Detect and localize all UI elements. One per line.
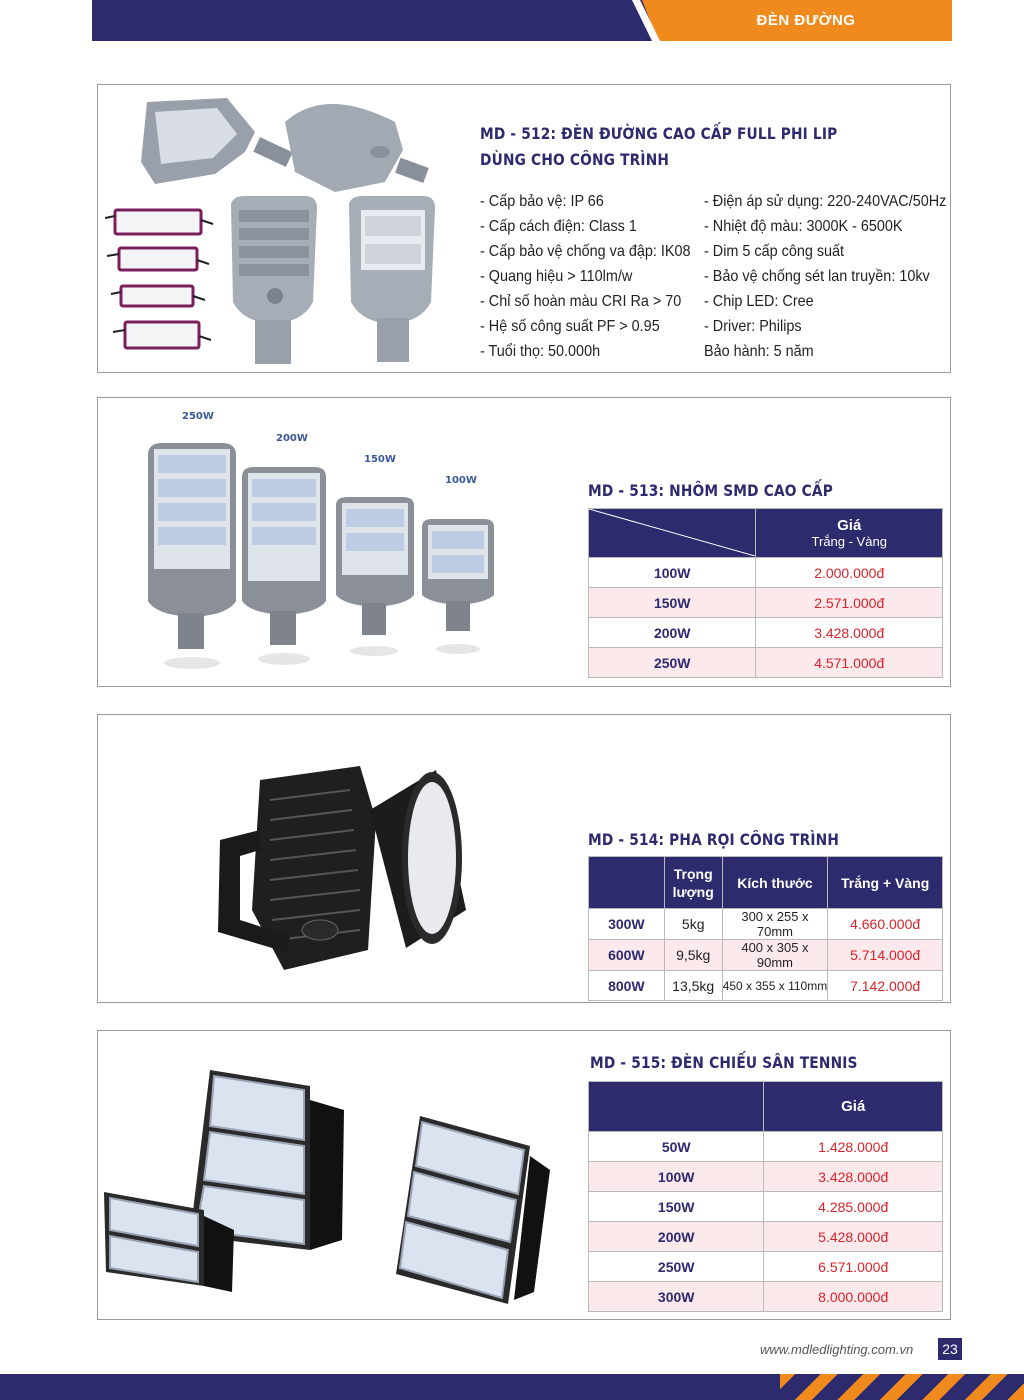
table-row [589,971,943,1001]
table-row [589,558,943,588]
price-header: Giá [764,1082,943,1132]
table-row [589,1282,943,1312]
spec-item: - Cấp bảo vệ chống va đập: IK08 [480,243,691,260]
md512-specs-right [704,189,946,364]
spec-item: - Tuổi thọ: 50.000h [480,343,601,360]
spec-item: - Chỉ số hoàn màu CRI Ra > 70 [480,293,682,310]
price-cell: 7.142.000đ [828,971,943,1001]
md515-price-table [588,1081,943,1312]
spec-item: - Quang hiệu > 110lm/w [480,268,633,285]
price-cell: 3.428.000đ [756,618,943,648]
price-cell: 1.428.000đ [764,1132,943,1162]
md513-product-image [138,405,518,680]
spec-item: - Chip LED: Cree [704,293,814,310]
price-header-label: Giá [837,517,862,534]
watt-cell: 800W [589,971,665,1001]
md512-specs-left [480,189,691,364]
price-cell: 4.571.000đ [756,648,943,678]
image-label-250w: 250W [182,411,214,422]
footer-stripes [780,1374,1024,1400]
table-row [589,909,943,940]
price-cell: 4.285.000đ [764,1192,943,1222]
md514-title: MD - 514: PHA RỌI CÔNG TRÌNH [588,830,840,849]
price-header: Trắng + Vàng [828,857,943,909]
size-header: Kích thước [722,857,828,909]
weight-cell: 5kg [664,909,722,940]
size-cell: 450 x 355 x 110mm [722,971,828,1001]
spec-item: Bảo hành: 5 năm [704,343,814,360]
price-cell: 2.000.000đ [756,558,943,588]
page-number: 23 [938,1338,962,1360]
md513-title: MD - 513: NHÔM SMD CAO CẤP [588,481,833,500]
table-row [589,1222,943,1252]
price-cell: 5.428.000đ [764,1222,943,1252]
watt-cell: 250W [589,1252,764,1282]
price-cell: 8.000.000đ [764,1282,943,1312]
watt-cell: 600W [589,940,665,971]
table-row [589,618,943,648]
md515-product-image [104,1060,564,1310]
watt-cell: 200W [589,1222,764,1252]
md512-title-line2: DÙNG CHO CÔNG TRÌNH [480,150,670,169]
watt-cell: 200W [589,618,756,648]
price-header-sub: Trắng - Vàng [811,534,887,549]
table-row [589,648,943,678]
weight-cell: 13,5kg [664,971,722,1001]
md512-product-image [105,92,457,364]
watt-cell: 100W [589,1162,764,1192]
md512-title-line1: MD - 512: ĐÈN ĐƯỜNG CAO CẤP FULL PHI LIP [480,124,838,143]
image-label-100w: 100W [445,475,477,486]
price-header [756,509,943,558]
spec-item: - Cấp bảo vệ: IP 66 [480,193,604,210]
price-cell: 3.428.000đ [764,1162,943,1192]
table-row [589,1252,943,1282]
price-cell: 5.714.000đ [828,940,943,971]
watt-cell: 100W [589,558,756,588]
weight-cell: 9,5kg [664,940,722,971]
md514-price-table [588,856,943,1001]
spec-item: - Điện áp sử dụng: 220-240VAC/50Hz [704,193,947,210]
price-cell: 4.660.000đ [828,909,943,940]
website-link[interactable]: www.mdledlighting.com.vn [760,1342,914,1357]
price-cell: 2.571.000đ [756,588,943,618]
table-row [589,588,943,618]
diagonal-line [589,509,755,556]
md513-price-table [588,508,943,678]
size-cell: 300 x 255 x 70mm [722,909,828,940]
watt-cell: 50W [589,1132,764,1162]
spec-item: - Cấp cách điện: Class 1 [480,218,637,235]
md515-title: MD - 515: ĐÈN CHIẾU SÂN TENNIS [590,1053,858,1072]
table-row [589,1192,943,1222]
table-corner-header [589,1082,764,1132]
spec-item: - Nhiệt độ màu: 3000K - 6500K [704,218,903,235]
spec-item: - Driver: Philips [704,318,802,335]
watt-cell: 150W [589,1192,764,1222]
spec-item: - Bảo vệ chống sét lan truyền: 10kv [704,268,930,285]
table-row [589,940,943,971]
size-cell: 400 x 305 x 90mm [722,940,828,971]
weight-header: Trọng lượng [664,857,722,909]
watt-cell: 300W [589,1282,764,1312]
image-label-200w: 200W [276,433,308,444]
price-cell: 6.571.000đ [764,1252,943,1282]
watt-cell: 150W [589,588,756,618]
section-title: ĐÈN ĐƯỜNG [756,12,856,29]
table-corner-header [589,857,665,909]
watt-cell: 250W [589,648,756,678]
spec-item: - Dim 5 cấp công suất [704,243,845,260]
watt-cell: 300W [589,909,665,940]
table-row [589,1162,943,1192]
table-row [589,1132,943,1162]
image-label-150w: 150W [364,454,396,465]
table-corner-header [589,509,756,558]
md514-product-image [200,760,480,990]
spec-item: - Hệ số công suất PF > 0.95 [480,318,660,335]
